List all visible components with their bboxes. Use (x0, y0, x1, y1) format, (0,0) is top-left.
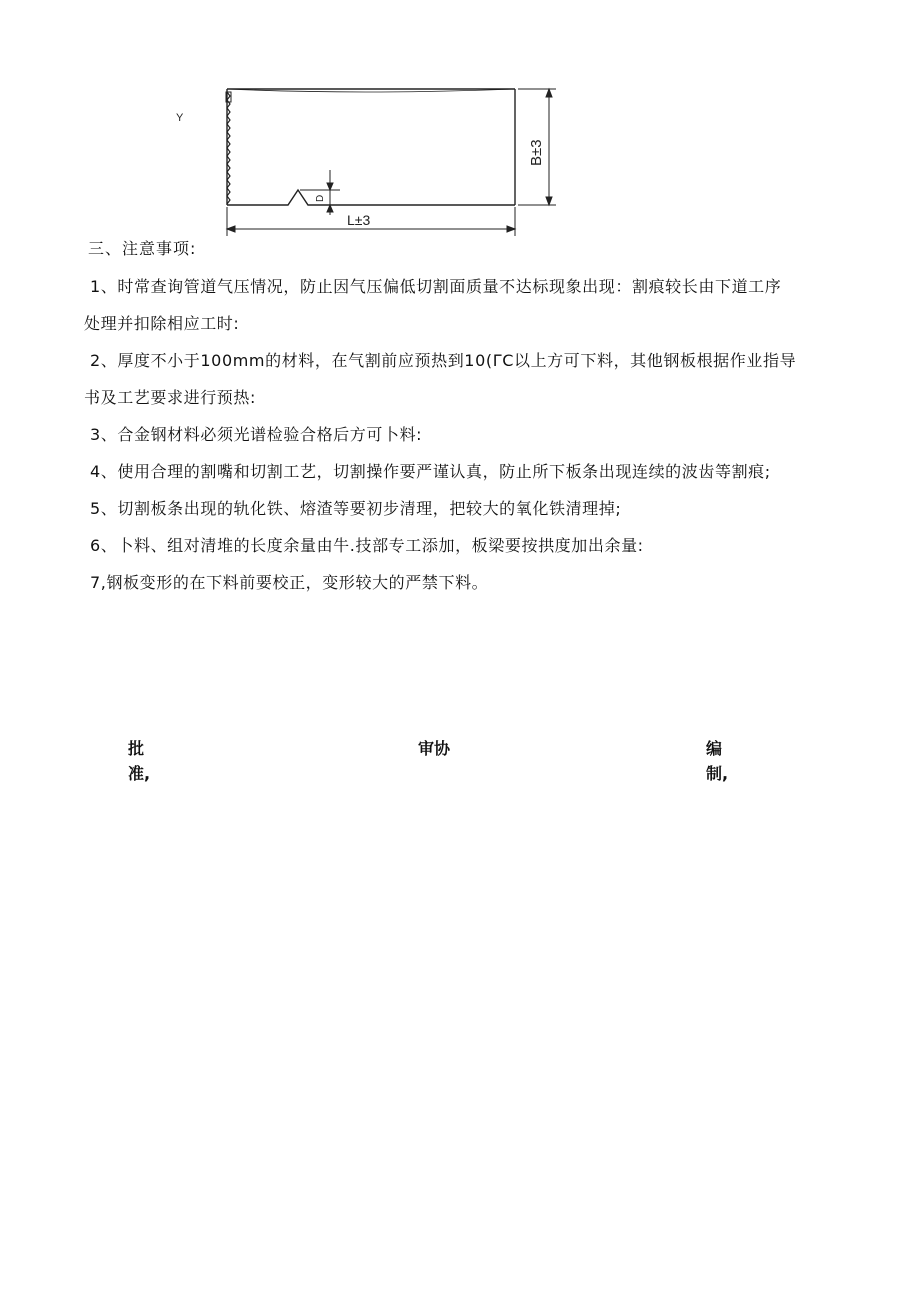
d-label: D (315, 194, 326, 202)
note-line: 2、厚度不小于100mm的材料，在气割前应预热到10(ΓC以上方可下料，其他钢板根据作业指导 (90, 351, 797, 370)
note-item (88, 564, 858, 601)
section-title: 三、注意事项: (88, 239, 197, 258)
compile-label-top: 编 (706, 739, 723, 758)
y-label: Y (176, 112, 184, 124)
approve-label-bottom: 准, (128, 764, 151, 783)
note-line: 5、切割板条出现的轨化铁、熔渣等要初步清理，把较大的氧化铁清理掉; (90, 499, 622, 518)
approve-label-top: 批 (128, 739, 145, 758)
compile-label-bottom: 制, (706, 764, 729, 783)
note-line-continued: 书及工艺要求进行预热: (84, 388, 256, 407)
compile-signature (706, 736, 746, 786)
approve-signature (128, 736, 168, 786)
d-dimension (300, 170, 340, 215)
note-line: 6、卜料、组对清堆的长度余量由牛.技部专工添加，板梁要按拱度加出余量: (90, 536, 644, 555)
review-label: 审协 (418, 739, 451, 758)
plate-outline (227, 89, 515, 205)
note-line: 3、合金钢材料必须光谱检验合格后方可卜料: (90, 425, 423, 444)
jagged-cut-edge (227, 92, 230, 204)
note-item (84, 342, 858, 416)
note-line: 7,钢板变形的在下料前要校正，变形较大的严禁下料。 (90, 573, 489, 592)
b-tolerance-label: B±3 (528, 139, 545, 166)
note-line: 4、使用合理的割嘴和切割工艺，切割操作要严谨认真，防止所下板条出现连续的波齿等割痕; (90, 462, 771, 481)
note-line: 1、时常查询管道气压情况，防止因气压偏低切割面质量不达标现象出现：割痕较长由下道工序 (90, 277, 782, 296)
l-dimension (227, 207, 515, 236)
note-item (88, 453, 858, 490)
notes-list (84, 268, 858, 601)
note-item (88, 490, 858, 527)
note-item (88, 527, 858, 564)
note-item (88, 416, 858, 453)
l-tolerance-label: L±3 (347, 212, 371, 228)
note-item (84, 268, 858, 342)
note-line-continued: 处理并扣除相应工时: (84, 314, 240, 333)
review-signature (418, 736, 478, 761)
plate-cutting-diagram (170, 80, 570, 240)
